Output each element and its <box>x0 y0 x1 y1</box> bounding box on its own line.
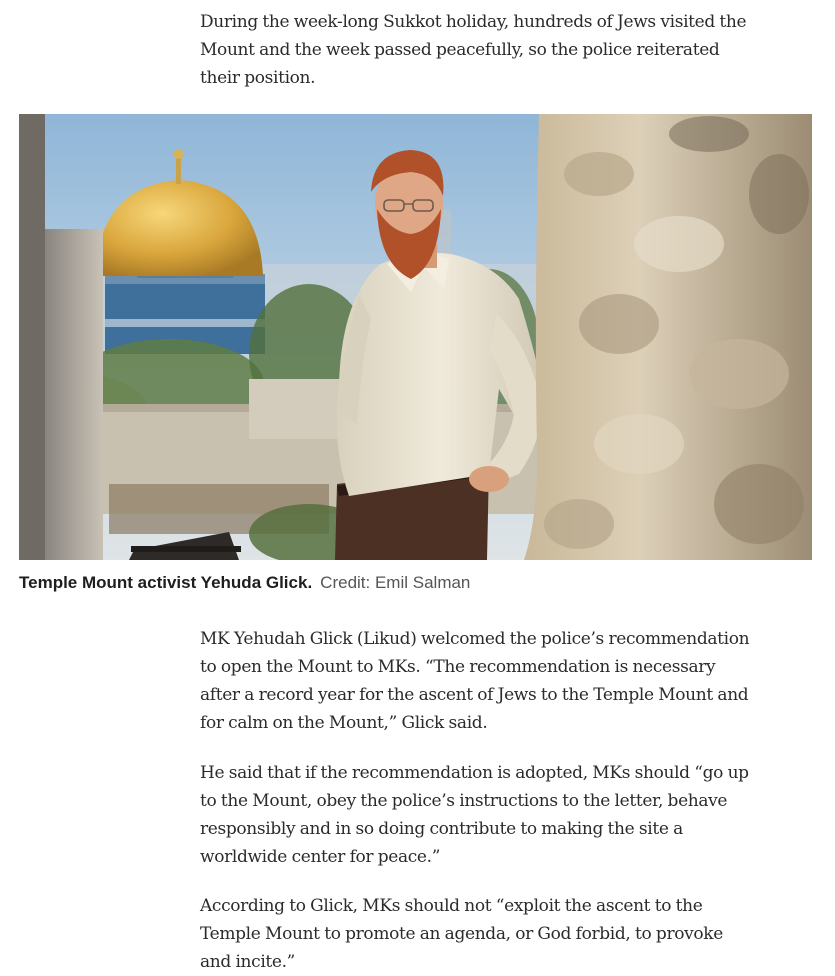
photo-caption <box>19 571 819 595</box>
photo-illustration <box>19 114 812 560</box>
stone-wall <box>524 114 812 560</box>
article-paragraph: According to Glick, MKs should not “exploit the ascent to the Temple Mount to promote an agenda, or God forbid, to provoke and incite.” <box>200 896 723 972</box>
left-wall <box>19 114 45 560</box>
caption-text: Temple Mount activist Yehuda Glick. <box>19 573 313 592</box>
article-paragraph: MK Yehudah Glick (Likud) welcomed the police’s recommendation to open the Mount to MKs. “The recommendation is necessary after a record year for the ascent of Jews to the Temple Mount and for calm on the Mount,” Glick said. <box>200 629 750 733</box>
article-photo[interactable] <box>19 114 812 560</box>
article-paragraph: He said that if the recommendation is adopted, MKs should “go up to the Mount, obey the police’s instructions to the letter, behave responsibly and in so doing contribute to making the site a worldwide center for peace.” <box>200 763 749 867</box>
caption-credit: Credit: Emil Salman <box>320 573 471 592</box>
article-paragraph-intro: During the week-long Sukkot holiday, hundreds of Jews visited the Mount and the week passed peacefully, so the police reiterated their position. <box>200 12 747 88</box>
